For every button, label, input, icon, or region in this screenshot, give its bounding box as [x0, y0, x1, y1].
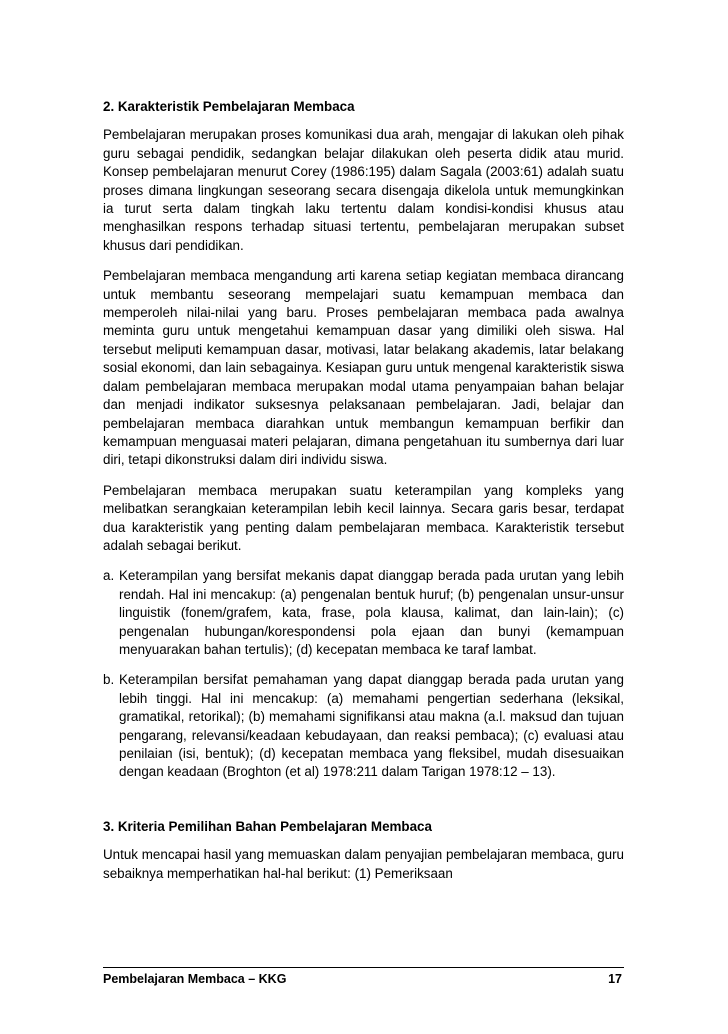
list-marker-a: a.: [103, 568, 115, 584]
list-item-a: [103, 567, 624, 659]
list-marker-b: b.: [103, 672, 115, 688]
page-number: 17: [608, 972, 622, 986]
section-2-paragraph-2: Pembelajaran membaca mengandung arti karena setiap kegiatan membaca dirancang untuk membantu seseorang mempelajari suatu kemampuan membaca dan memperoleh nilai-nilai yang baru. Proses pembelajaran membaca pada awalnya meminta guru untuk mengetahui kemampuan dasar yang dimiliki oleh siswa. Hal tersebut meliputi kemampuan dasar, motivasi, latar belakang akademis, latar belakang sosial ekonomi, dan lain sebagainya. Kesiapan guru untuk mengenal karakteristik siswa dalam pembelajaran membaca merupakan modal utama penyampaian bahan belajar dan menjadi indikator suksesnya pelaksanaan pembelajaran. Jadi, belajar dan pembelajaran membaca diarahkan untuk membangun kemampuan berfikir dan kemampuan menguasai materi pelajaran, dimana pengetahuan itu sumbernya dari luar diri, tetapi dikonstruksi dalam diri individu siswa.: [103, 268, 624, 468]
list-item-b: [103, 671, 624, 781]
section-3-heading: 3. Kriteria Pemilihan Bahan Pembelajaran Membaca: [103, 818, 432, 834]
section-2-paragraph-3: Pembelajaran membaca merupakan suatu keterampilan yang kompleks yang melibatkan serangkaian keterampilan lebih kecil lainnya. Secara garis besar, terdapat dua karakteristik yang penting dalam pembelajaran membaca. Karakteristik tersebut adalah sebagai berikut.: [103, 482, 624, 553]
page-footer: [103, 967, 624, 987]
section-2-paragraph-1: Pembelajaran merupakan proses komunikasi dua arah, mengajar di lakukan oleh pihak guru sebagai pendidik, sedangkan belajar dilakukan oleh peserta didik atau murid. Konsep pembelajaran menurut Corey (1986:195) dalam Sagala (2003:61) adalah suatu proses dimana lingkungan seseorang secara disengaja dikelola untuk memungkinkan ia turut serta dalam tingkah laku tertentu dalam kondisi-kondisi khusus atau menghasilkan respons terhadap situasi tertentu, pembelajaran merupakan subset khusus dari pendidikan.: [103, 127, 624, 253]
section-3-paragraph-1: Untuk mencapai hasil yang memuaskan dalam penyajian pembelajaran membaca, guru sebaiknya memperhatikan hal-hal berikut: (1) Pemeriksaan: [103, 847, 624, 881]
list-text-b: Keterampilan bersifat pemahaman yang dapat dianggap berada pada urutan yang lebih tinggi. Hal ini mencakup: (a) memahami pengertian sederhana (leksikal, gramatikal, retorikal); (b) memahami signifikansi atau makna (a.l. maksud dan tujuan pengarang, relevansi/keadaan kebudayaan, dan reaksi pembaca); (c) evaluasi atau penilaian (isi, bentuk); (d) kecepatan membaca yang fleksibel, mudah disesuaikan dengan keadaan (Broghton (et al) 1978:211 dalam Tarigan 1978:12 – 13).: [119, 672, 624, 780]
footer-title: Pembelajaran Membaca – KKG: [103, 972, 287, 986]
section-2-heading: 2. Karakteristik Pembelajaran Membaca: [103, 99, 355, 114]
section-spacer: [103, 794, 624, 818]
page-content: [103, 98, 624, 895]
list-text-a: Keterampilan yang bersifat mekanis dapat dianggap berada pada urutan yang lebih rendah. Hal ini mencakup: (a) pengenalan bentuk huruf; (b) pengenalan unsur-unsur linguistik (fonem/grafem, kata, frase, pola klausa, kalimat, dan lain-lain); (c) pengenalan hubungan/korespondensi pola ejaan dan bunyi (kemampuan menyuarakan bahan tertulis); (d) kecepatan membaca ke taraf lambat.: [119, 568, 624, 657]
